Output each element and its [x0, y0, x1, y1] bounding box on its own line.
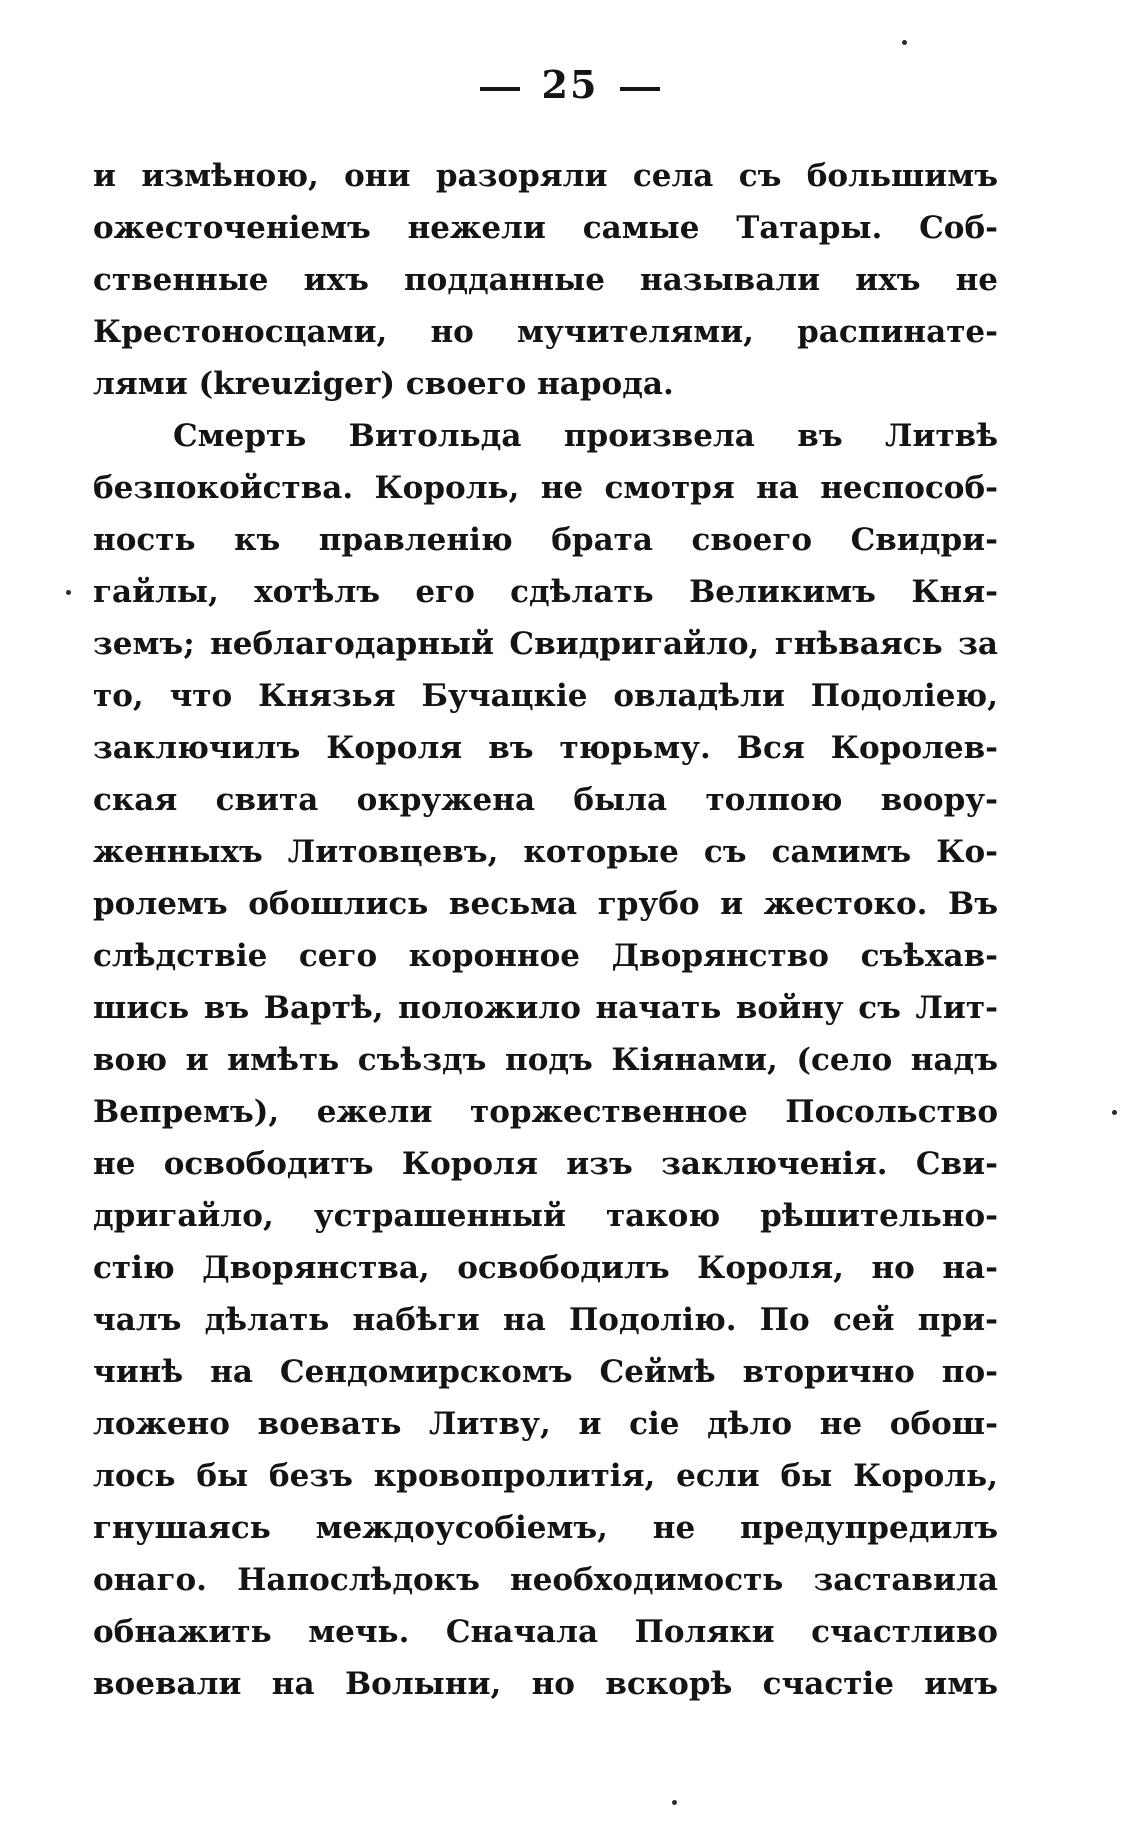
- text-line: ность къ правленію брата своего Свидри-: [93, 522, 998, 558]
- text-line: шись въ Вартѣ, положило начать войну съ Лит-: [93, 990, 998, 1026]
- body-text: [93, 150, 998, 1710]
- text-line: и измѣною, они разоряли села съ большимъ: [93, 158, 998, 194]
- text-line: безпокойства. Король, не смотря на неспособ-: [93, 470, 998, 506]
- text-line: ложено воевать Литву, и сіе дѣло не обош-: [93, 1406, 998, 1442]
- header-dash-left: [480, 87, 520, 91]
- page-header: [0, 62, 1140, 107]
- text-line: гнушаясь междоусобіемъ, не предупредилъ: [93, 1510, 998, 1546]
- scan-speck: [1112, 1110, 1117, 1115]
- text-line: земъ; неблагодарный Свидригайло, гнѣваясь за: [93, 626, 998, 662]
- text-line: воевали на Волыни, но вскорѣ счастіе имъ: [93, 1666, 998, 1702]
- scan-speck: [66, 590, 71, 595]
- text-line: ожесточеніемъ нежели самые Татары. Соб-: [93, 210, 998, 246]
- text-line: ролемъ обошлись весьма грубо и жестоко. Въ: [93, 886, 998, 922]
- text-line: вою и имѣть съѣздъ подъ Кіянами, (село надъ: [93, 1042, 998, 1078]
- text-line: онаго. Напослѣдокъ необходимость заставила: [93, 1562, 998, 1598]
- text-line: заключилъ Короля въ тюрьму. Вся Королев-: [93, 730, 998, 766]
- text-line: не освободитъ Короля изъ заключенія. Сви-: [93, 1146, 998, 1182]
- text-line: ская свита окружена была толпою воору-: [93, 782, 998, 818]
- page-number: 25: [541, 62, 599, 107]
- text-line: Вепремъ), ежели торжественное Посольство: [93, 1094, 998, 1130]
- text-line: дригайло, устрашенный такою рѣшительно-: [93, 1198, 998, 1234]
- header-dash-right: [620, 87, 660, 91]
- scan-speck: [672, 1800, 677, 1805]
- text-line: стію Дворянства, освободилъ Короля, но на-: [93, 1250, 998, 1286]
- text-line: Крестоносцами, но мучителями, распинате-: [93, 314, 998, 350]
- text-line: обнажить мечь. Сначала Поляки счастливо: [93, 1614, 998, 1650]
- text-line: женныхъ Литовцевъ, которые съ самимъ Ко-: [93, 834, 998, 870]
- scan-speck: [902, 40, 907, 45]
- text-line: лось бы безъ кровопролитія, если бы Король,: [93, 1458, 998, 1494]
- text-line: лями (kreuziger) своего народа.: [93, 366, 674, 402]
- text-line: ственные ихъ подданные называли ихъ не: [93, 262, 998, 298]
- text-line: то, что Князья Бучацкіе овладѣли Подоліею,: [93, 678, 998, 714]
- text-line: гайлы, хотѣлъ его сдѣлать Великимъ Кня-: [93, 574, 998, 610]
- text-line: Смерть Витольда произвела въ Литвѣ: [173, 418, 998, 454]
- text-line: чалъ дѣлать набѣги на Подолію. По сей при-: [93, 1302, 998, 1338]
- text-line: чинѣ на Сендомирскомъ Сеймѣ вторично по-: [93, 1354, 998, 1390]
- text-line: слѣдствіе сего коронное Дворянство съѣхав-: [93, 938, 998, 974]
